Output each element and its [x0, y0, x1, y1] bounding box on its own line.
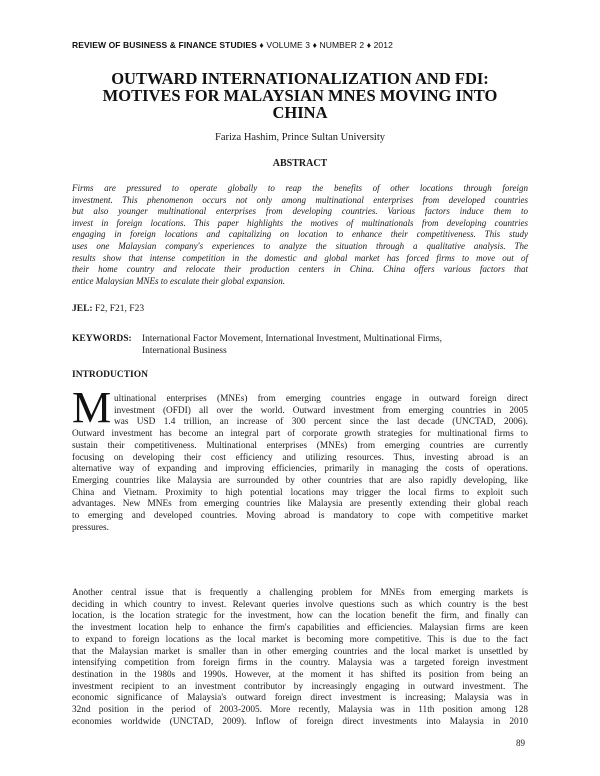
- abstract-line: their home country and relocate their production centers in China. China offers various factors that: [72, 264, 528, 275]
- paragraph-line: alternative way of expanding and improving efficiencies, primarily in managing the costs of operations.: [72, 464, 528, 475]
- volume: VOLUME 3: [266, 40, 311, 50]
- introduction-paragraph-1: [72, 394, 528, 534]
- paragraph-line: the investment location help to enhance the firm's capabilities and efficiencies. Malaysian firms are keen: [72, 623, 528, 634]
- jel-label: JEL:: [72, 304, 93, 314]
- introduction-heading: INTRODUCTION: [72, 370, 149, 380]
- keywords-label: KEYWORDS:: [72, 334, 132, 344]
- title-line: OUTWARD INTERNATIONALIZATION AND FDI:: [111, 69, 489, 88]
- abstract-line: invest in foreign locations. This paper highlights the motives of multinationals from developing countries: [72, 217, 528, 228]
- paper-title: [60, 70, 540, 121]
- paragraph-line: location, is the location strategic for the investment, how can the location benefit the firm, and finally can: [72, 611, 528, 622]
- title-line: CHINA: [272, 103, 328, 122]
- paragraph-line: investment (OFDI) all over the world. Outward investment from emerging countries in 2005: [114, 405, 528, 416]
- page-number: 89: [516, 738, 525, 748]
- keywords-line: International Factor Movement, International Investment, Multinational Firms,: [142, 334, 442, 344]
- paragraph-line: to expand to foreign locations as the local market is becoming more competitive. This is due to the fact: [72, 634, 528, 645]
- year: 2012: [373, 40, 393, 50]
- paragraph-line: 32nd position in the period of 2003-2005. More recently, Malaysia was in 11th position among 128: [72, 705, 528, 716]
- abstract-body: [72, 183, 528, 287]
- abstract-line: uses one Malaysian company's experiences to analyze the situation through a qualitative analysis. The: [72, 240, 528, 251]
- paragraph-line: ultinational enterprises (MNEs) from emerging countries engage in outward foreign direct: [114, 394, 528, 404]
- keywords-line: International Business: [142, 346, 227, 356]
- paragraph-line: economic significance of Malaysia's outward foreign direct investment is increasing; Malaysia was in: [72, 693, 528, 704]
- paragraph-line: focusing on developing their cost efficiency and utilizing resources. Thus, investing abroad is an: [72, 452, 528, 463]
- title-line: MOTIVES FOR MALAYSIAN MNES MOVING INTO: [102, 86, 498, 105]
- paragraph-line: sustain their competitiveness. Multinational enterprises (MNEs) from emerging countries are currently: [72, 440, 528, 451]
- paragraph-line: deciding in which country to invest. Relevant queries involve questions such as which country is the best: [72, 599, 528, 610]
- abstract-line: investment. This phenomenon occurs not only among multinational enterprises from developed countries: [72, 194, 528, 205]
- paragraph-line: investment recipient to an investment contributor by increasingly engaging in outward investment. The: [72, 681, 528, 692]
- abstract-line: Firms are pressured to operate globally to reap the benefits of other locations through foreign: [72, 183, 528, 193]
- abstract-line: results show that intense competition in the domestic and global market has forced firms to move out of: [72, 252, 528, 263]
- paragraph-line: pressures.: [72, 522, 109, 533]
- paragraph-line: Another central issue that is frequently a challenging problem for MNEs from emerging markets is: [72, 588, 528, 598]
- jel-codes: [72, 304, 144, 314]
- paragraph-line: China and Vietnam. Proximity to high potential locations may trigger the local firms to exploit such: [72, 487, 528, 498]
- header-separator: ♦: [366, 40, 372, 50]
- jel-value: F2, F21, F23: [94, 304, 145, 314]
- author-affiliation: Fariza Hashim, Prince Sultan University: [214, 132, 385, 143]
- introduction-paragraph-2: [72, 588, 528, 728]
- abstract-heading: ABSTRACT: [272, 158, 328, 169]
- running-header: [72, 40, 532, 50]
- paragraph-line: to emerging and developed countries. Moving abroad is mandatory to cope with competitive market: [72, 511, 528, 522]
- paragraph-line: economies worldwide (UNCTAD, 2009). Inflow of foreign direct investments into Malaysia in 2010: [72, 716, 528, 727]
- paragraph-line: Outward investment has become an integral part of corporate growth strategies for multinational firms to: [72, 429, 528, 440]
- paragraph-line: Emerging countries like Malaysia are surrounded by other countries that are also rapidly developing, like: [72, 475, 528, 486]
- paragraph-line: destination in the 1980s and 1990s. However, at the moment it has shifted its position from being an: [72, 669, 528, 680]
- abstract-line: but also younger multinational enterprises from developing countries. Various factors induce them to: [72, 206, 528, 217]
- journal-name: REVIEW OF BUSINESS & FINANCE STUDIES: [72, 40, 257, 50]
- paragraph-line: advantages. New MNEs from emerging countries like Malaysia are presently extending their global reach: [72, 499, 528, 510]
- abstract-line: engaging in foreign locations and capitalizing on location to enhance their competitiveness. This study: [72, 229, 528, 240]
- abstract-line: entice Malaysian MNEs to escalate their global expansion.: [72, 275, 285, 286]
- paragraph-line: that the Malaysian market is smaller than in other emerging countries and the local market is unsettled by: [72, 646, 528, 657]
- drop-cap: M: [72, 383, 112, 432]
- paragraph-line: was USD 1.4 trillion, an increase of 300 percent since the last decade (UNCTAD, 2006).: [114, 417, 528, 428]
- header-separator: ♦: [259, 40, 264, 50]
- paragraph-line: intensifying competition from foreign firms in the country. Malaysia was a targeted foreign investment: [72, 658, 528, 669]
- keywords-value: [142, 333, 442, 357]
- header-separator: ♦: [312, 40, 318, 50]
- issue-number: NUMBER 2: [319, 40, 365, 50]
